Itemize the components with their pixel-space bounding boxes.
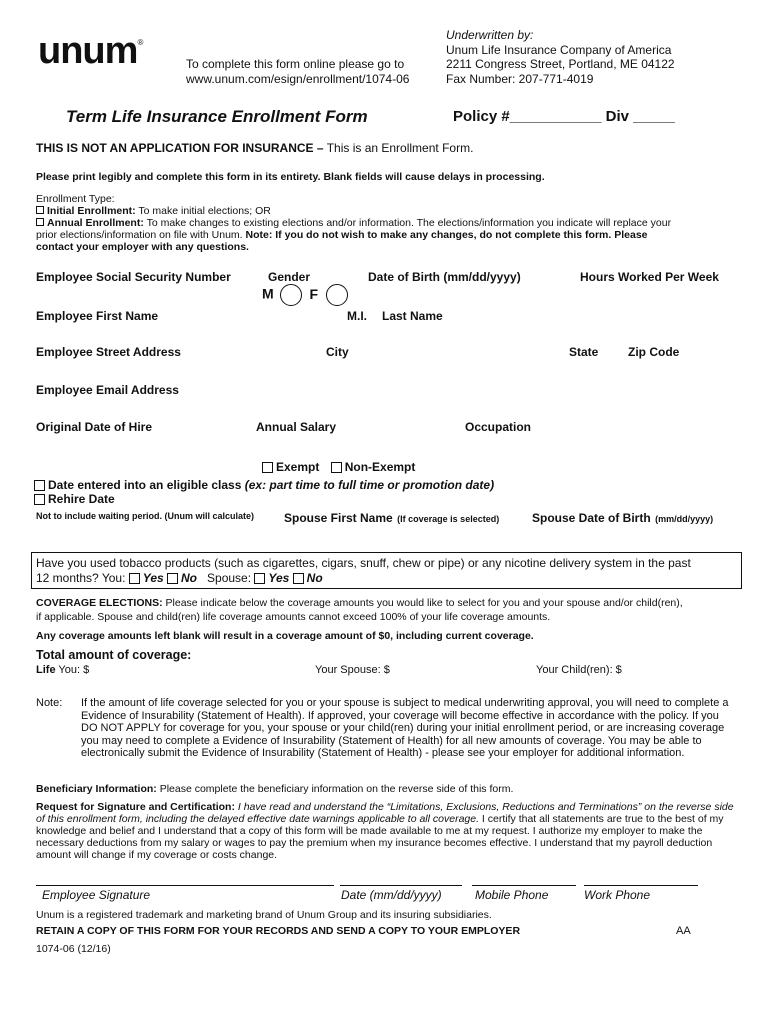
- annual-enrollment-line-3: contact your employer with any questions.: [36, 241, 249, 253]
- tobacco-question-line-2: [36, 571, 691, 586]
- mi-field-label[interactable]: M.I.: [347, 309, 367, 323]
- signature-line[interactable]: [36, 885, 334, 886]
- tobacco-you-no-label: No: [181, 571, 198, 585]
- initial-enrollment-checkbox[interactable]: [36, 206, 44, 214]
- ssn-field-label[interactable]: Employee Social Security Number: [36, 270, 231, 284]
- registered-mark: ®: [137, 38, 144, 47]
- underwriter-company: Unum Life Insurance Company of America: [446, 42, 672, 57]
- exempt-checkbox[interactable]: [262, 462, 273, 473]
- tobacco-spouse-label: Spouse:: [207, 571, 252, 585]
- tobacco-you-label: 12 months? You:: [36, 571, 126, 585]
- online-url[interactable]: www.unum.com/esign/enrollment/1074-06: [186, 72, 410, 86]
- tobacco-question-line-1: Have you used tobacco products (such as cigarettes, cigars, snuff, chew or pipe) or any nicotine delivery system in the past: [36, 556, 691, 570]
- annual-line2-plain: prior elections/information on file with Unum.: [36, 229, 246, 241]
- enrollment-type-block: [36, 193, 671, 253]
- beneficiary-info: [36, 783, 513, 795]
- coverage-line-1: [36, 596, 683, 610]
- mobile-phone-label: Mobile Phone: [475, 888, 549, 902]
- exempt-label: Exempt: [276, 460, 320, 474]
- life-you-field[interactable]: [36, 664, 89, 676]
- note-text: If the amount of life coverage selected for you or your spouse is subject to medical underwriting approval, you will need to complete a Evidence of Insurability (Statement of Health). If approved, your coverage will become effective in accordance with the policy. If you DO NOT APPLY for coverage for you, your spouse or your child(ren) during your initial enrollment period, or are increasing coverage you may need to complete a Evidence of Insurability (Statement of Health) for all new amounts of coverage. You may be able to electronically submit the Evidence of Insurability (Statement of Health) - please see your employer for additional information.: [81, 697, 729, 759]
- street-field-label[interactable]: Employee Street Address: [36, 345, 181, 359]
- note-label: Note:: [36, 697, 63, 709]
- tobacco-spouse-no-checkbox[interactable]: [293, 573, 304, 584]
- first-name-field-label[interactable]: Employee First Name: [36, 309, 159, 323]
- work-phone-line[interactable]: [584, 885, 698, 886]
- last-name-field-label[interactable]: Last Name: [382, 309, 443, 323]
- logo-text: unum: [38, 30, 138, 72]
- life-children-field[interactable]: Your Child(ren): $: [536, 664, 622, 676]
- non-exempt-label: Non-Exempt: [344, 460, 416, 474]
- notice-rest: This is an Enrollment Form.: [323, 141, 474, 155]
- hours-field-label[interactable]: Hours Worked Per Week: [580, 270, 719, 284]
- underwriter-block: [446, 28, 675, 86]
- life-spouse-field[interactable]: Your Spouse: $: [315, 664, 390, 676]
- print-legibly-notice: Please print legibly and complete this form in its entirety. Blank fields will cause delays in processing.: [36, 171, 545, 183]
- signature-request-italic: I have read and understand the “Limitations, Exclusions, Reductions and Terminations” on the reverse side of this enrollment form, including the delayed effective date warnings applicable to all coverage.: [36, 801, 734, 825]
- signature-label: Employee Signature: [42, 888, 151, 902]
- unum-logo: [38, 30, 143, 73]
- salary-field-label[interactable]: Annual Salary: [256, 420, 337, 434]
- coverage-text-1: Please indicate below the coverage amounts you would like to select for you and your spouse and/or child(ren),: [162, 597, 683, 609]
- annual-enrollment-line-2: [36, 229, 671, 241]
- date-label: Date (mm/dd/yyyy): [341, 888, 442, 902]
- mobile-phone-line[interactable]: [472, 885, 576, 886]
- gender-m-label: M: [262, 285, 274, 302]
- dob-field-label[interactable]: Date of Birth (mm/dd/yyyy): [368, 270, 521, 284]
- spouse-dob-field[interactable]: [532, 509, 713, 527]
- annual-enrollment-text: To make changes to existing elections and/or information. The elections/information you indicate will replace your: [143, 217, 672, 229]
- signature-request-heading: Request for Signature and Certification:: [36, 801, 235, 813]
- annual-enrollment-checkbox[interactable]: [36, 218, 44, 226]
- life-label: Life: [36, 664, 56, 676]
- tobacco-spouse-yes-label: Yes: [268, 571, 290, 585]
- total-coverage-heading: Total amount of coverage:: [36, 648, 192, 662]
- eligible-class-checkbox[interactable]: [34, 480, 45, 491]
- city-field-label[interactable]: City: [326, 345, 349, 359]
- gender-label: Gender: [268, 270, 311, 284]
- notice-bold: THIS IS NOT AN APPLICATION FOR INSURANCE –: [36, 141, 324, 155]
- initial-enrollment-row: [36, 205, 671, 217]
- enrollment-type-label: Enrollment Type:: [36, 193, 115, 205]
- rehire-row: [34, 492, 115, 506]
- gender-options: [262, 284, 348, 306]
- spouse-name-label: Spouse First Name: [284, 511, 393, 525]
- hire-date-field-label[interactable]: Original Date of Hire: [36, 420, 153, 434]
- spouse-name-note: (If coverage is selected): [397, 514, 500, 524]
- tobacco-you-no-checkbox[interactable]: [167, 573, 178, 584]
- coverage-line-2: if applicable. Spouse and child(ren) life coverage amounts cannot exceed 100% of your life coverage amounts.: [36, 611, 551, 623]
- non-exempt-checkbox[interactable]: [331, 462, 342, 473]
- tobacco-spouse-no-label: No: [306, 571, 323, 585]
- exempt-options: [262, 460, 415, 474]
- gender-f-radio[interactable]: [326, 284, 348, 306]
- spouse-dob-label: Spouse Date of Birth: [532, 511, 651, 525]
- not-application-notice: [36, 141, 473, 155]
- date-line[interactable]: [340, 885, 462, 886]
- blank-coverage-warning: Any coverage amounts left blank will result in a coverage amount of $0, including current coverage.: [36, 630, 534, 642]
- signature-request: [36, 801, 734, 861]
- beneficiary-label: Beneficiary Information:: [36, 783, 157, 795]
- underwriter-address: 2211 Congress Street, Portland, ME 04122: [446, 57, 675, 71]
- state-field-label[interactable]: State: [569, 345, 599, 359]
- rehire-label: Rehire Date: [48, 492, 115, 506]
- retain-copy-notice: RETAIN A COPY OF THIS FORM FOR YOUR RECORDS AND SEND A COPY TO YOUR EMPLOYER: [36, 925, 521, 937]
- initial-enrollment-text: To make initial elections; OR: [135, 205, 271, 217]
- work-phone-label: Work Phone: [584, 888, 651, 902]
- online-instructions: [186, 57, 409, 87]
- form-code: AA: [676, 925, 691, 937]
- form-number: 1074-06 (12/16): [36, 943, 111, 955]
- tobacco-you-yes-checkbox[interactable]: [129, 573, 140, 584]
- form-title: Term Life Insurance Enrollment Form: [66, 107, 368, 126]
- policy-div-field[interactable]: Policy #___________ Div _____: [453, 108, 675, 125]
- gender-f-label: F: [309, 285, 319, 302]
- tobacco-question: [36, 556, 691, 586]
- email-field-label[interactable]: Employee Email Address: [36, 383, 179, 397]
- spouse-dob-note: (mm/dd/yyyy): [655, 514, 714, 524]
- initial-enrollment-label: Initial Enrollment:: [47, 205, 136, 217]
- underwriter-label: Underwritten by:: [446, 28, 534, 42]
- rehire-checkbox[interactable]: [34, 494, 45, 505]
- online-line-1: To complete this form online please go to: [186, 57, 405, 71]
- coverage-heading: COVERAGE ELECTIONS:: [36, 597, 163, 609]
- signature-request-text: I certify that all statements are true to the best of my knowledge and belief and I understand that a copy of this form will be made available to me at my request. I authorize my employer to make the necessary deductions from my salary or wages to pay the premium when my insurance becomes effective. I understand that my payroll deduction amount will change if my coverage or costs change.: [36, 813, 724, 861]
- beneficiary-text: Please complete the beneficiary information on the reverse side of this form.: [156, 783, 514, 795]
- life-you-label: You: $: [58, 664, 90, 676]
- eligible-class-example: (ex: part time to full time or promotion date): [244, 478, 495, 492]
- occupation-field-label[interactable]: Occupation: [465, 420, 532, 434]
- annual-enrollment-label: Annual Enrollment:: [47, 217, 144, 229]
- waiting-period-note: Not to include waiting period. (Unum will calculate): [36, 511, 255, 521]
- trademark-notice: Unum is a registered trademark and marketing brand of Unum Group and its insuring subsidiaries.: [36, 909, 492, 921]
- tobacco-spouse-yes-checkbox[interactable]: [254, 573, 265, 584]
- eligible-class-row: [34, 478, 494, 492]
- spouse-name-field[interactable]: [284, 509, 499, 527]
- eligible-class-label: Date entered into an eligible class: [48, 478, 245, 492]
- annual-enrollment-row: [36, 217, 671, 229]
- coverage-elections: [36, 596, 683, 624]
- gender-m-radio[interactable]: [280, 284, 302, 306]
- annual-line2-note: Note: If you do not wish to make any changes, do not complete this form. Please: [245, 229, 648, 241]
- zip-field-label[interactable]: Zip Code: [628, 345, 680, 359]
- tobacco-you-yes-label: Yes: [142, 571, 164, 585]
- underwriter-fax: Fax Number: 207-771-4019: [446, 71, 594, 86]
